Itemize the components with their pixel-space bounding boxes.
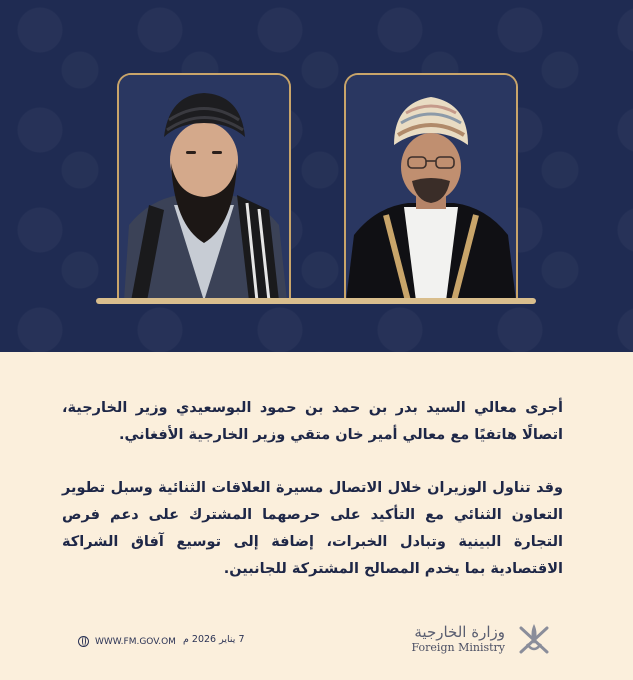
ministry-name-ar: وزارة الخارجية [414, 622, 505, 641]
website-link[interactable] [78, 636, 176, 647]
portrait-frame-left [117, 73, 291, 301]
ministry-name [412, 624, 505, 655]
ministry-logo [412, 618, 555, 660]
portrait-omani-kumma-turban [346, 75, 516, 301]
ministry-name-en: Foreign Ministry [411, 640, 505, 654]
website-text: WWW.FM.GOV.OM [95, 636, 176, 647]
oman-emblem-icon [513, 618, 555, 660]
portrait-ledge [96, 298, 536, 304]
publish-date: 7 يناير 2026 م [183, 634, 245, 645]
statement-text [62, 395, 563, 609]
globe-icon [78, 636, 89, 647]
portrait-frame-right [344, 73, 518, 301]
portrait-turban-black-white-stripes [119, 75, 289, 301]
paragraph-1: أجرى معالي السيد بدر بن حمد بن حمود البوسعيدي وزير الخارجية، اتصالًا هاتفيًا مع معالي أمير خان متقي وزير الخارجية الأفغاني. [62, 400, 563, 443]
paragraph-2: وقد تناول الوزيران خلال الاتصال مسيرة العلاقات الثنائية وسبل تطوير التعاون الثنائي مع التأكيد على حرصهما المشترك على دعم فرص التجارة البينية وتبادل الخبرات، إضافة إلى توسيع آفاق الشراكة الاقتصادية بما يخدم المصالح المشتركة للجانبين. [62, 480, 563, 577]
